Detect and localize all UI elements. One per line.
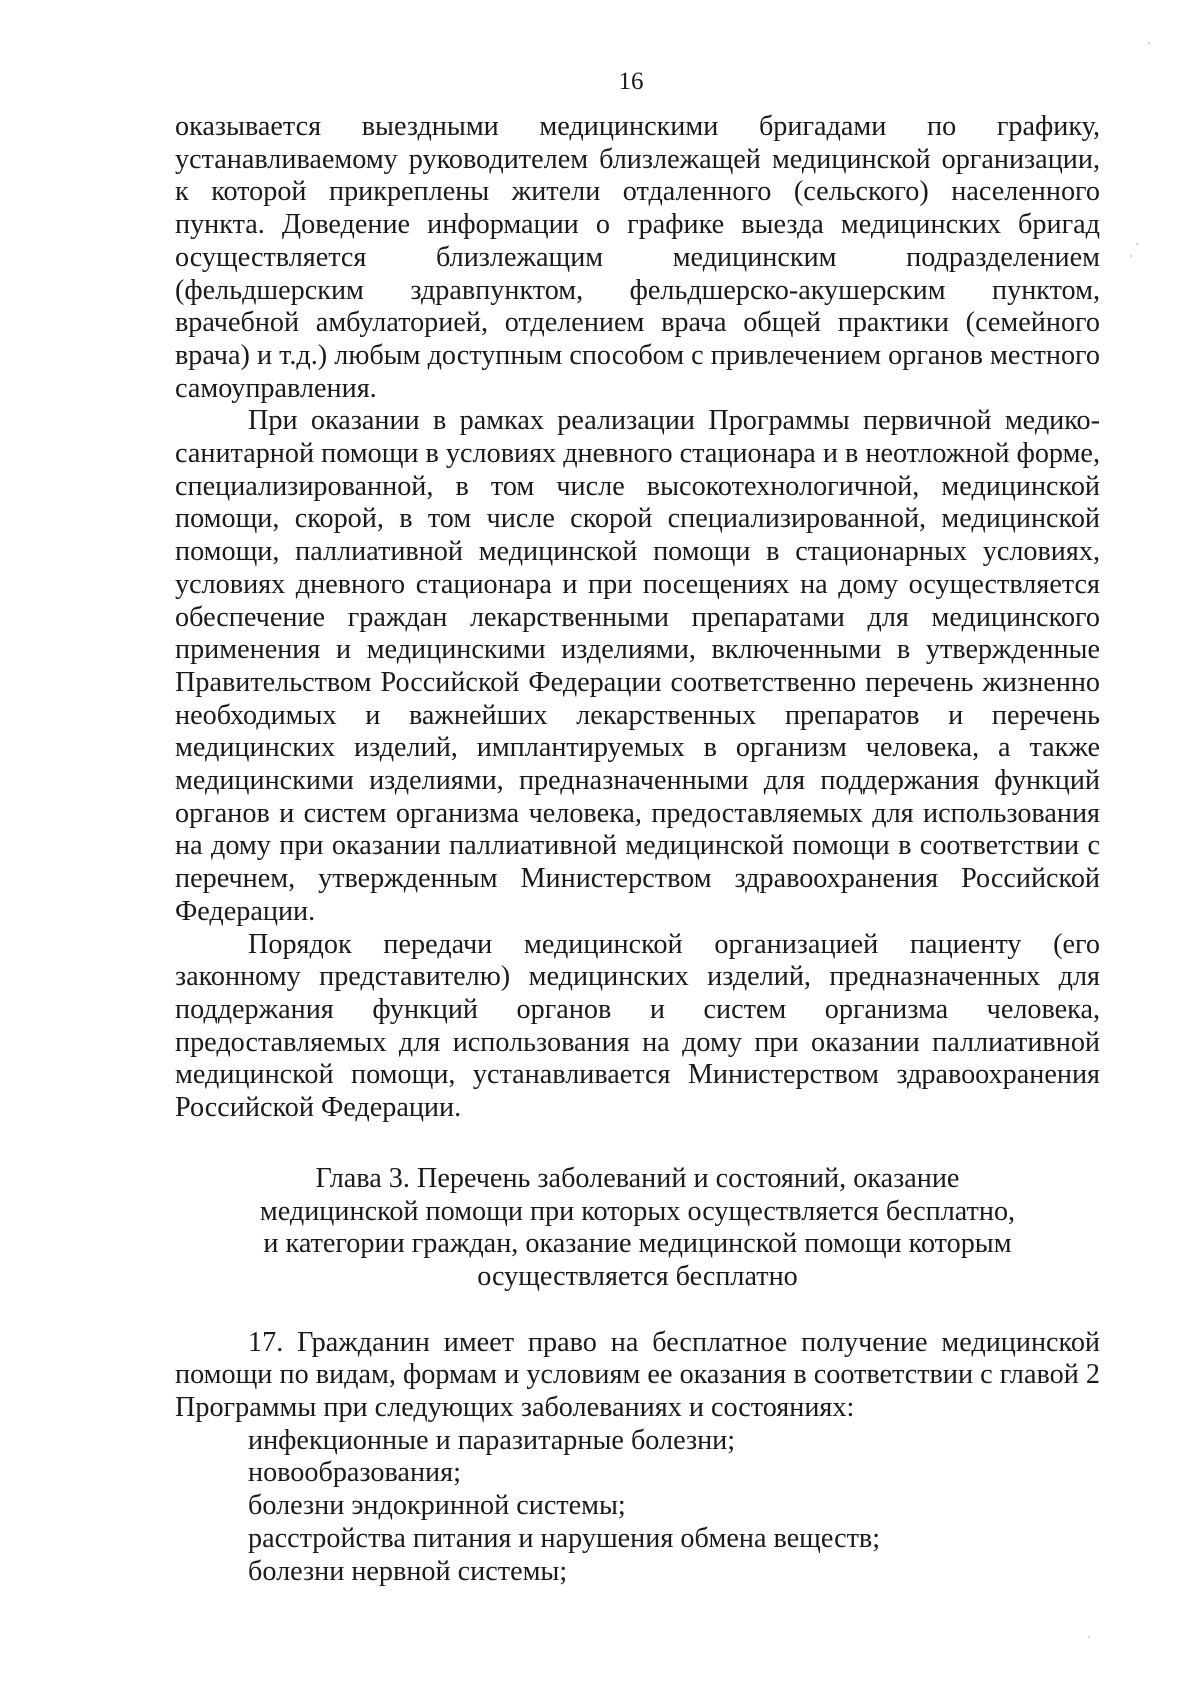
scan-speck — [1136, 243, 1138, 245]
paragraph-mobile-brigades: оказывается выездными медицинскими бригадами по графику, устанавливаемому руководителем близлежащей медицинской организации, к которой прикреплены жители отдаленного (сельского) населенного пункта. Доведение информации о графике выезда медицинских бригад осуществляется близлежащим медицинским подразделением (фельдшерским здравпунктом, фельдшерско-акушерским пунктом, врачебной амбулаторией, отделением врача общей практики (семейного врача) и т.д.) любым доступным способом с привлечением органов местного самоуправления. — [175, 111, 1100, 404]
section-17-intro: 17. Гражданин имеет право на бесплатное получение медицинской помощи по видам, формам и условиям ее оказания в соответствии с главой 2 Программы при следующих заболеваниях и состояниях: — [175, 1326, 1100, 1424]
chapter-heading-line: медицинской помощи при которых осуществляется бесплатно, — [259, 1195, 1016, 1227]
list-item: новообразования; — [248, 1457, 461, 1489]
chapter-heading-line: Глава 3. Перечень заболеваний и состояний, оказание — [315, 1162, 960, 1194]
chapter-heading-line: и категории граждан, оказание медицинской помощи которым — [263, 1228, 1012, 1260]
list-item: расстройства питания и нарушения обмена веществ; — [248, 1522, 881, 1554]
document-body — [175, 111, 1100, 1588]
paragraph-device-transfer: Порядок передачи медицинской организацией пациенту (его законному представителю) медицинских изделий, предназначенных для поддержания функций органов и систем организма человека, предоставляемых для использования на дому при оказании паллиативной медицинской помощи, устанавливается Министерством здравоохранения Российской Федерации. — [175, 928, 1100, 1124]
list-item: болезни эндокринной системы; — [248, 1490, 626, 1522]
page-number: 16 — [618, 68, 644, 95]
paragraph-drug-provision: При оказании в рамках реализации Программы первичной медико-санитарной помощи в условиях дневного стационара и в неотложной форме, специализированной, в том числе высокотехнологичной, медицинской помощи, скорой, в том числе скорой специализированной, медицинской помощи, паллиативной медицинской помощи в стационарных условиях, условиях дневного стационара и при посещениях на дому осуществляется обеспечение граждан лекарственными препаратами для медицинского применения и медицинскими изделиями, включенными в утвержденные Правительством Российской Федерации соответственно перечень жизненно необходимых и важнейших лекарственных препаратов и перечень медицинских изделий, имплантируемых в организм человека, а также медицинскими изделиями, предназначенными для поддержания функций органов и систем организма человека, предоставляемых для использования на дому при оказании паллиативной медицинской помощи в соответствии с перечнем, утвержденным Министерством здравоохранения Российской Федерации. — [175, 405, 1100, 927]
chapter-heading-line: осуществляется бесплатно — [477, 1260, 798, 1292]
disease-list — [175, 1425, 1100, 1589]
scan-speck — [1130, 255, 1132, 257]
chapter-3-heading — [175, 1163, 1100, 1294]
section-17 — [175, 1327, 1100, 1589]
list-item: болезни нервной системы; — [248, 1555, 568, 1587]
scan-speck — [1148, 42, 1150, 44]
list-item: инфекционные и паразитарные болезни; — [248, 1424, 736, 1456]
scan-speck — [1088, 1636, 1090, 1638]
